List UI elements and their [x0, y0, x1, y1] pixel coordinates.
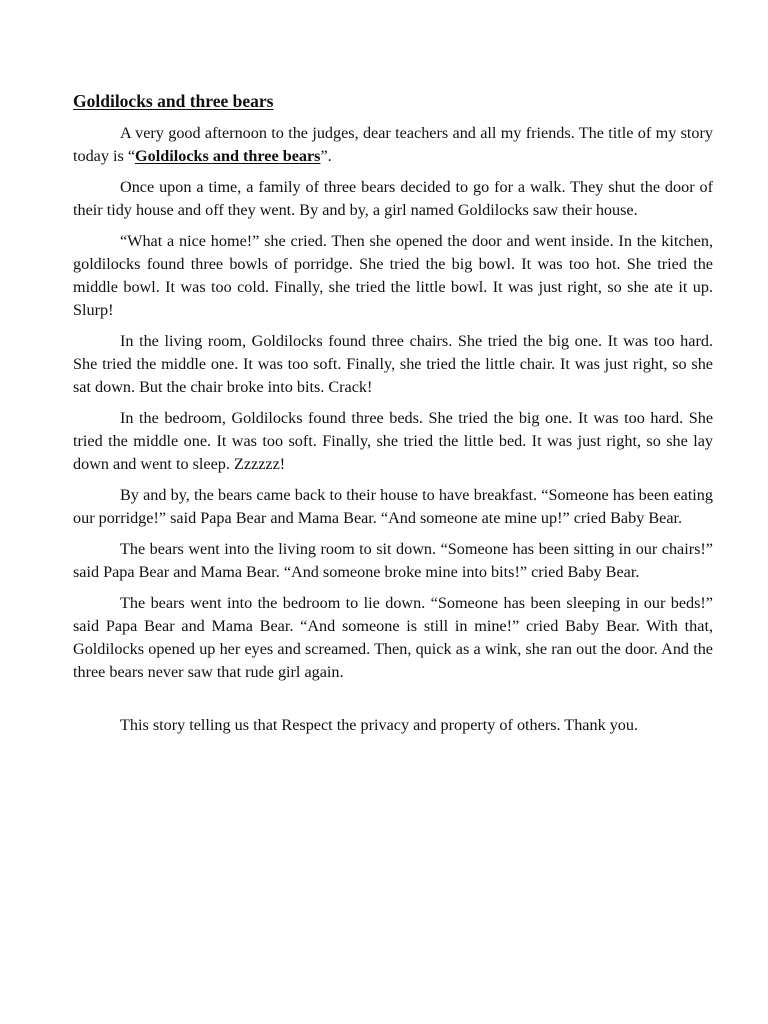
- document-title: Goldilocks and three bears: [73, 91, 274, 111]
- story-paragraph-6: The bears went into the living room to sit down. “Someone has been sitting in our chairs!” said Papa Bear and Mama Bear. “And someone broke mine into bits!” cried Baby Bear.: [73, 540, 713, 581]
- story-paragraph-2: “What a nice home!” she cried. Then she opened the door and went inside. In the kitchen, goldilocks found three bowls of porridge. She tried the big bowl. It was too hot. She tried the middle bowl. It was too cold. Finally, she tried the little bowl. It was just right, so she ate it up. Slurp!: [73, 232, 713, 319]
- closing-paragraph: This story telling us that Respect the privacy and property of others. Thank you.: [120, 716, 639, 734]
- document-body: [73, 88, 713, 745]
- story-paragraph-4: In the bedroom, Goldilocks found three beds. She tried the big one. It was too hard. She tried the middle one. It was too soft. Finally, she tried the little bed. It was just right, so she lay down and went to sleep. Zzzzzz!: [73, 409, 713, 473]
- story-paragraph-3: In the living room, Goldilocks found three chairs. She tried the big one. It was too hard. She tried the middle one. It was too soft. Finally, she tried the little chair. It was just right, so she sat down. But the chair broke into bits. Crack!: [73, 332, 713, 396]
- story-paragraph-5: By and by, the bears came back to their house to have breakfast. “Someone has been eating our porridge!” said Papa Bear and Mama Bear. “And someone ate mine up!” cried Baby Bear.: [73, 486, 713, 527]
- intro-story-title: Goldilocks and three bears: [135, 147, 321, 165]
- intro-text-end: ”.: [320, 147, 332, 165]
- intro-paragraph: [73, 122, 713, 168]
- intro-text-start: A very good afternoon to the judges, dear teachers and all my friends. The title of my story today is “: [73, 124, 713, 165]
- story-paragraph-1: Once upon a time, a family of three bears decided to go for a walk. They shut the door of their tidy house and off they went. By and by, a girl named Goldilocks saw their house.: [73, 178, 713, 219]
- story-paragraph-7: The bears went into the bedroom to lie down. “Someone has been sleeping in our beds!” said Papa Bear and Mama Bear. “And someone is still in mine!” cried Baby Bear. With that, Goldilocks opened up her eyes and screamed. Then, quick as a wink, she ran out the door. And the three bears never saw that rude girl again.: [73, 594, 713, 681]
